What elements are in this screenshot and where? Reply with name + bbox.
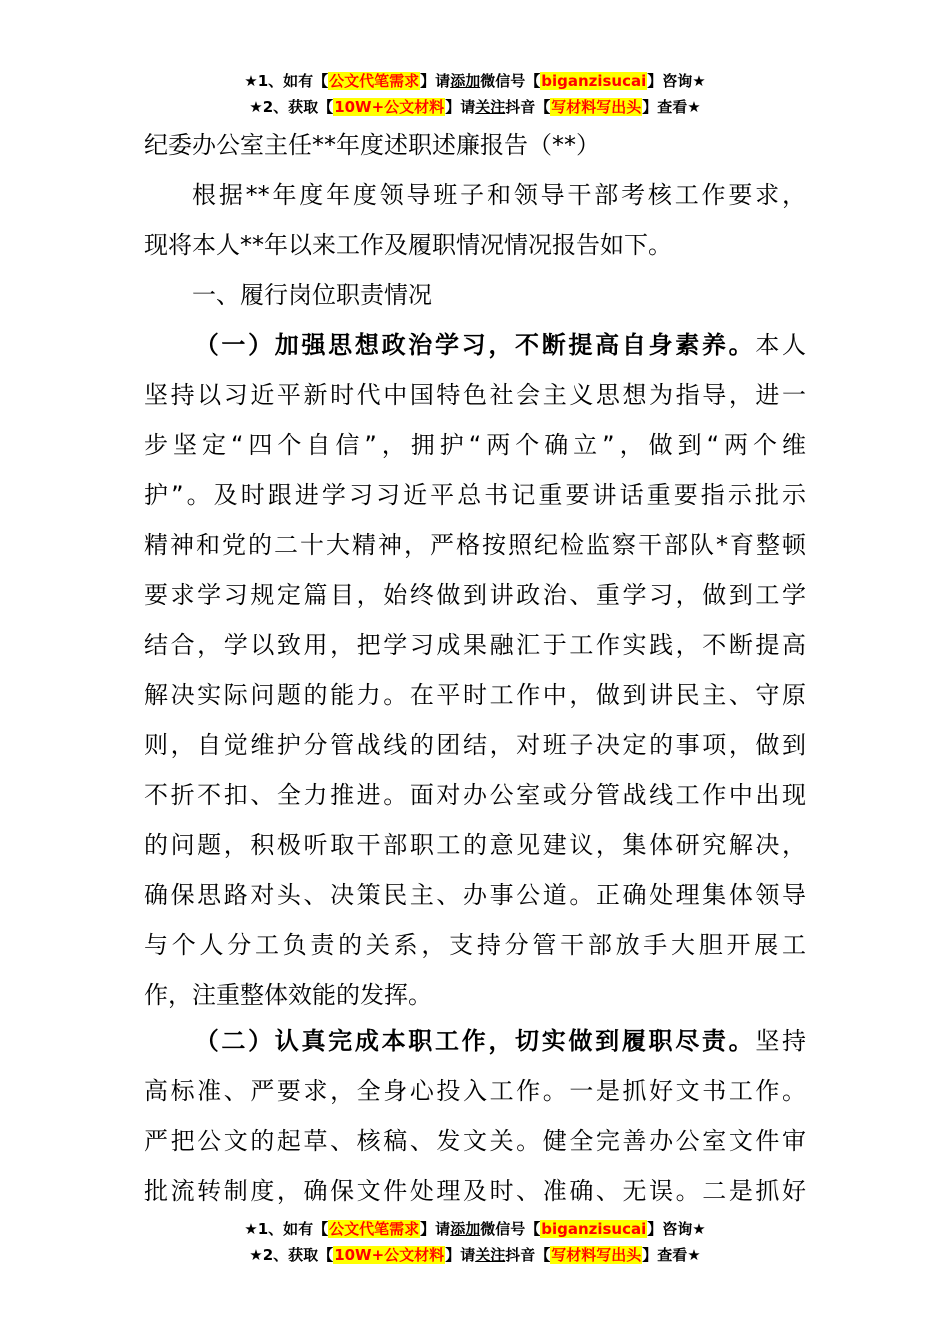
highlight-service: 公文代笔需求 <box>329 72 420 90</box>
highlight-materials: 10W+公文材料 <box>334 98 445 116</box>
paragraph-1-line: 要求学习规定篇目，始终做到讲政治、重学习，做到工学 <box>144 581 806 609</box>
paragraph-1-heading: （一）加强思想政治学习，不断提高自身素养。 <box>192 331 756 359</box>
paragraph-1-line: 护”。及时跟进学习习近平总书记重要讲话重要指示批示 <box>144 481 806 509</box>
section-heading-1: 一、履行岗位职责情况 <box>192 281 432 309</box>
highlight-service: 公文代笔需求 <box>329 1220 420 1238</box>
paragraph-1-line: 不折不扣、全力推进。面对办公室或分管战线工作中出现 <box>144 781 806 809</box>
paragraph-1-line: 作，注重整体效能的发挥。 <box>144 981 432 1009</box>
highlight-wechat-id: biganzisucai <box>541 72 647 90</box>
paragraph-2 <box>144 1016 806 1216</box>
paragraph-1-line: 精神和党的二十大精神，严格按照纪检监察干部队*育整顿 <box>144 531 806 559</box>
paragraph-2-line: （二）认真完成本职工作，切实做到履职尽责。坚持 <box>192 1027 807 1055</box>
document-title: 纪委办公室主任**年度述职述廉报告（**） <box>144 131 600 159</box>
highlight-douyin-account: 写材料写出头 <box>551 98 642 116</box>
highlight-wechat-id: biganzisucai <box>541 1220 647 1238</box>
paragraph-1-line: 步坚定“四个自信”，拥护“两个确立”，做到“两个维 <box>144 431 806 459</box>
document-body <box>144 170 806 320</box>
highlight-douyin-account: 写材料写出头 <box>551 1246 642 1264</box>
paragraph-1-line: 则，自觉维护分管战线的团结，对班子决定的事项，做到 <box>144 731 806 759</box>
promo-line-2: ★2、获取【10W+公文材料】请关注抖音【写材料写出头】查看★ <box>249 98 701 116</box>
promo-banner-top <box>0 68 950 120</box>
highlight-materials: 10W+公文材料 <box>334 1246 445 1264</box>
paragraph-1-line: 坚持以习近平新时代中国特色社会主义思想为指导，进一 <box>144 381 806 409</box>
paragraph-1-line: 的问题，积极听取干部职工的意见建议，集体研究解决， <box>144 831 806 859</box>
paragraph-2-line: 严把公文的起草、核稿、发文关。健全完善办公室文件审 <box>144 1127 806 1155</box>
paragraph-1 <box>144 320 806 1020</box>
paragraph-1-line: 结合，学以致用，把学习成果融汇于工作实践，不断提高 <box>144 631 806 659</box>
intro-line-2: 现将本人**年以来工作及履职情况情况报告如下。 <box>144 231 672 259</box>
promo-line-1: ★1、如有【公文代笔需求】请添加微信号【biganzisucai】咨询★ <box>244 72 706 90</box>
promo-banner-bottom <box>0 1216 950 1268</box>
promo-line-1: ★1、如有【公文代笔需求】请添加微信号【biganzisucai】咨询★ <box>244 1220 706 1238</box>
intro-line-1: 根据**年度年度领导班子和领导干部考核工作要求， <box>192 181 806 209</box>
paragraph-1-line: 与个人分工负责的关系，支持分管干部放手大胆开展工 <box>144 931 806 959</box>
paragraph-1-line: （一）加强思想政治学习，不断提高自身素养。本人 <box>192 331 807 359</box>
paragraph-1-line: 确保思路对头、决策民主、办事公道。正确处理集体领导 <box>144 881 806 909</box>
paragraph-1-line: 解决实际问题的能力。在平时工作中，做到讲民主、守原 <box>144 681 806 709</box>
paragraph-2-heading: （二）认真完成本职工作，切实做到履职尽责。 <box>192 1027 756 1055</box>
paragraph-2-line: 高标准、严要求，全身心投入工作。一是抓好文书工作。 <box>144 1077 806 1105</box>
paragraph-2-line: 批流转制度，确保文件处理及时、准确、无误。二是抓好 <box>144 1177 806 1205</box>
promo-line-2: ★2、获取【10W+公文材料】请关注抖音【写材料写出头】查看★ <box>249 1246 701 1264</box>
